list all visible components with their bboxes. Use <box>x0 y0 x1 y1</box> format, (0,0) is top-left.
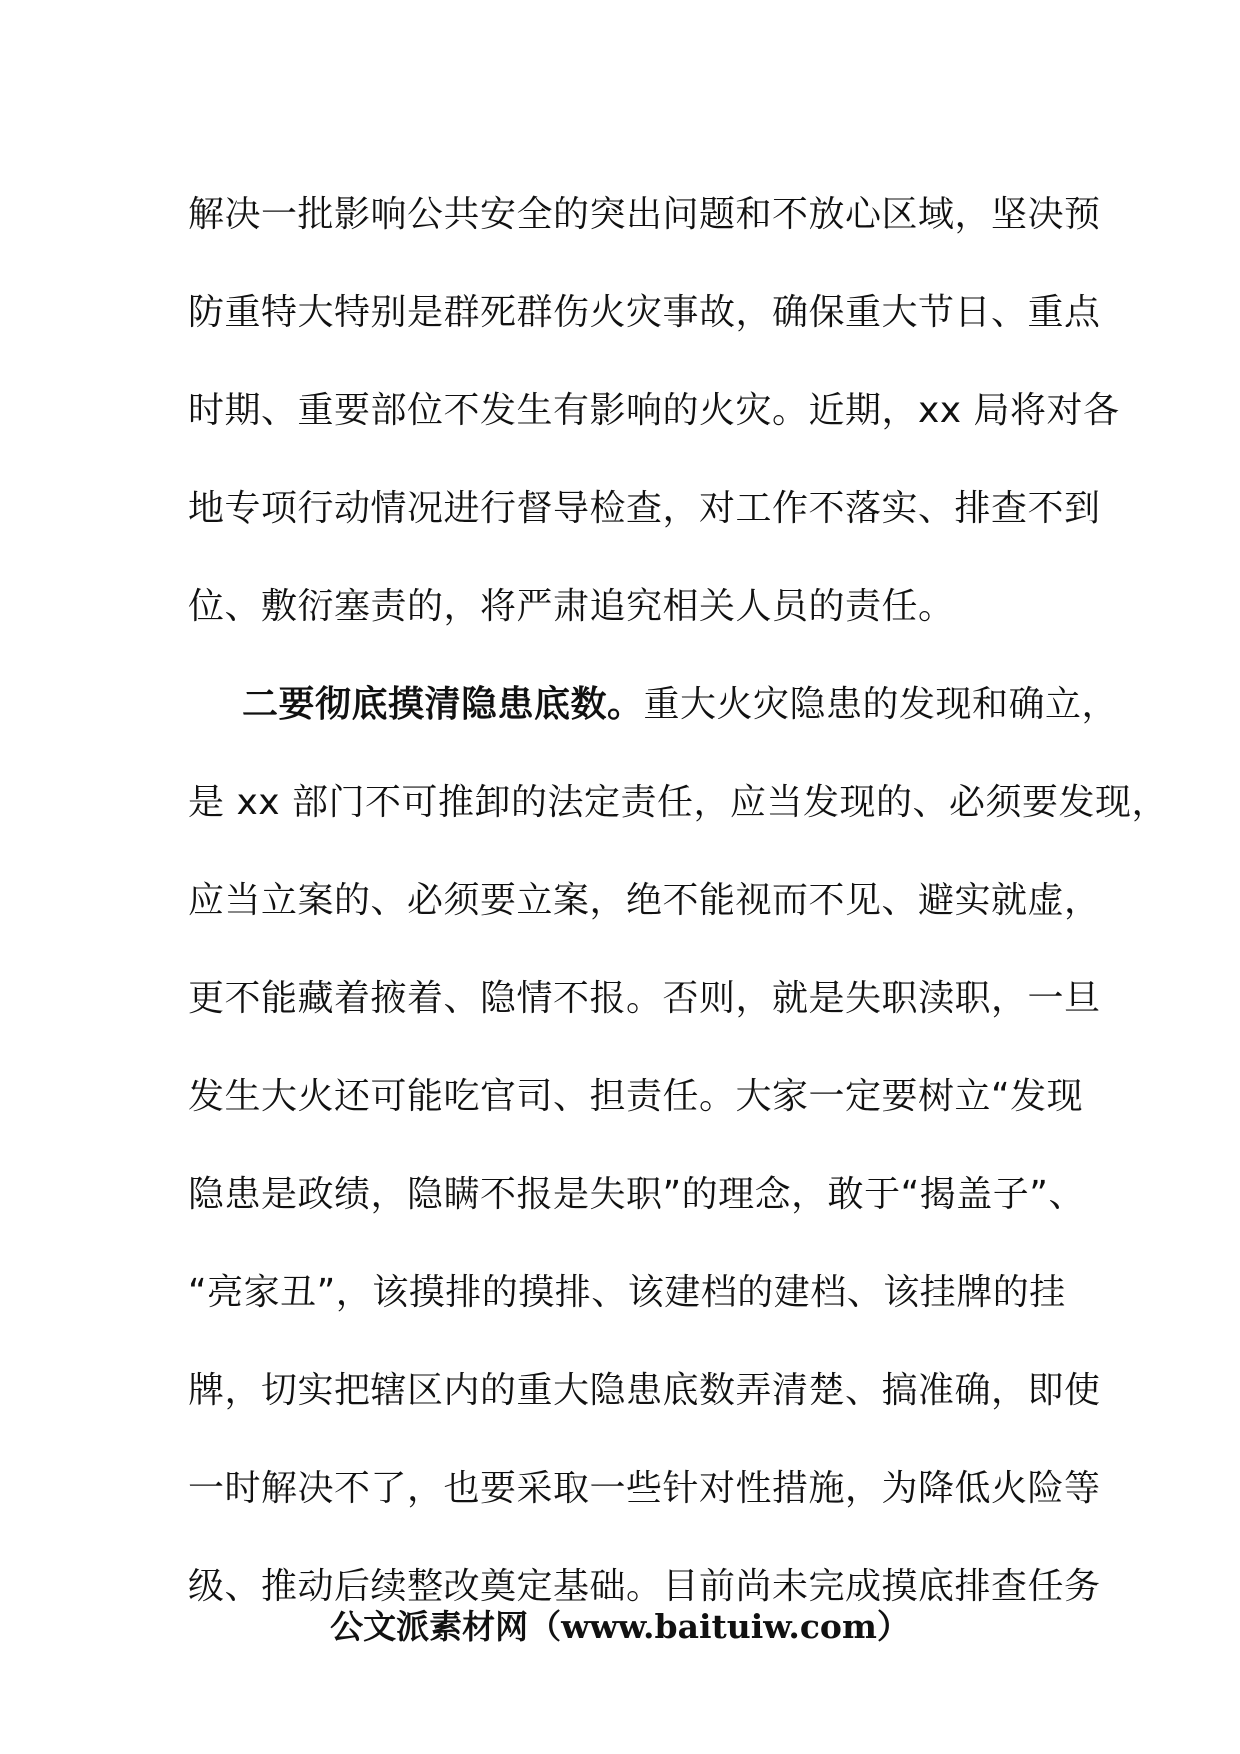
paragraph-line: 更不能藏着掖着、隐情不报。否则，就是失职渎职，一旦 <box>188 978 1101 1019</box>
body-text <box>188 166 1168 1636</box>
paragraph-line: 牌，切实把辖区内的重大隐患底数弄清楚、搞准确，即使 <box>188 1370 1101 1411</box>
footer-watermark: 公文派素材网（www.baituiw.com） <box>330 1607 910 1646</box>
paragraph-line: 时期、重要部位不发生有影响的火灾。近期，xx 局将对各 <box>188 390 1120 431</box>
paragraph-line: 位、敷衍塞责的，将严肃追究相关人员的责任。 <box>188 586 955 627</box>
section-heading: 二要彻底摸清隐患底数。 <box>242 684 644 725</box>
section-first-line-text: 重大火灾隐患的发现和确立， <box>643 684 1119 725</box>
paragraph-line: 发生大火还可能吃官司、担责任。大家一定要树立“发现 <box>188 1076 1084 1117</box>
paragraph-line: 隐患是政绩，隐瞒不报是失职”的理念，敢于“揭盖子”、 <box>188 1174 1085 1215</box>
paragraph-line: “亮家丑”，该摸排的摸排、该建档的建档、该挂牌的挂 <box>188 1272 1066 1313</box>
paragraph-line: 级、推动后续整改奠定基础。目前尚未完成摸底排查任务 <box>188 1566 1101 1607</box>
paragraph-line: 解决一批影响公共安全的突出问题和不放心区域，坚决预 <box>188 194 1101 235</box>
paragraph-line: 防重特大特别是群死群伤火灾事故，确保重大节日、重点 <box>188 292 1101 333</box>
paragraph-line: 应当立案的、必须要立案，绝不能视而不见、避实就虚， <box>188 880 1101 921</box>
section-first-line <box>188 656 1119 754</box>
paragraph-line: 是 xx 部门不可推卸的法定责任，应当发现的、必须要发现， <box>188 782 1168 823</box>
paragraph-line: 地专项行动情况进行督导检查，对工作不落实、排查不到 <box>188 488 1101 529</box>
paragraph-line: 一时解决不了，也要采取一些针对性措施，为降低火险等 <box>188 1468 1101 1509</box>
